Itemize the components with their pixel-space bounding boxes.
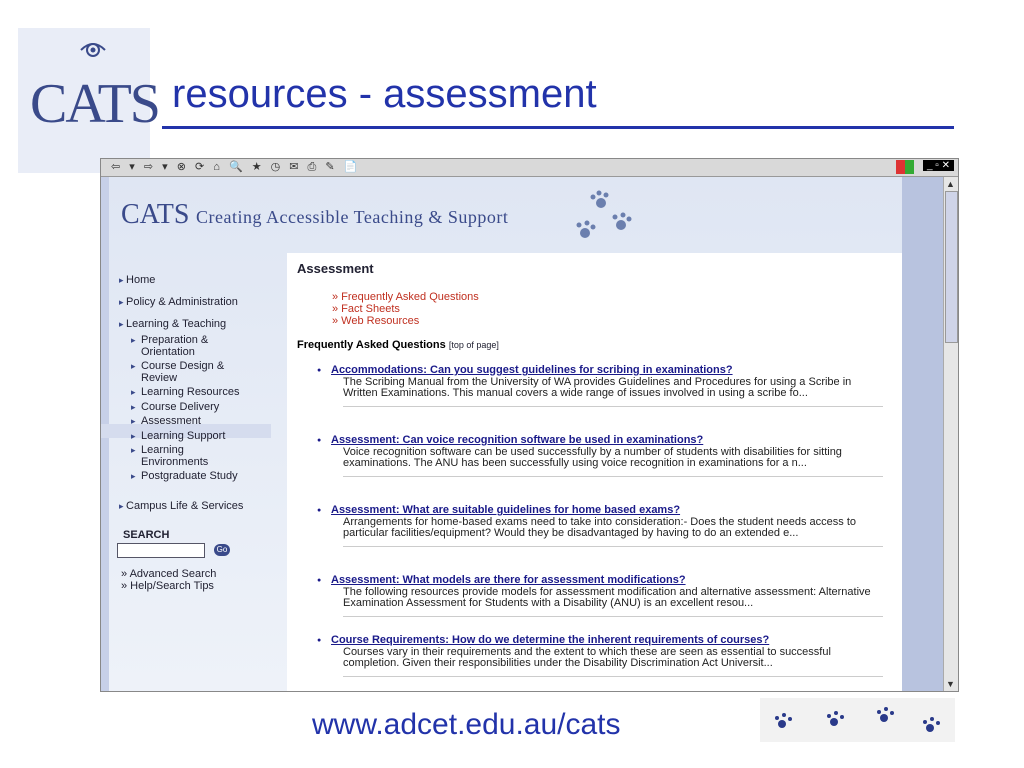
faq-divider xyxy=(343,476,883,477)
vertical-scrollbar[interactable] xyxy=(943,177,958,691)
toc-link-web-resources[interactable]: » Web Resources xyxy=(332,315,420,327)
faq-heading-text: Frequently Asked Questions xyxy=(297,339,446,351)
page-heading: Assessment xyxy=(297,261,374,276)
main-content xyxy=(287,253,902,691)
advanced-search-link[interactable]: » Advanced Search xyxy=(121,568,217,580)
site-logo[interactable]: CATS xyxy=(121,199,190,230)
search-go-button[interactable]: Go xyxy=(214,544,230,556)
paw-prints-icon xyxy=(571,189,651,249)
faq-divider xyxy=(343,546,883,547)
browser-toolbar xyxy=(101,159,958,177)
nav-sub-postgraduate[interactable]: ▸ Postgraduate Study xyxy=(141,470,261,482)
faq-item xyxy=(317,575,883,617)
faq-question-link[interactable]: ● Assessment: What models are there for assessment modifications? xyxy=(317,575,883,587)
faq-divider xyxy=(343,616,883,617)
nav-sub-learning-support[interactable]: ▸ Learning Support xyxy=(141,430,261,442)
faq-item xyxy=(317,505,883,547)
window-controls[interactable]: _ ▫ ✕ xyxy=(923,160,954,171)
toolbar-icons[interactable]: ⇦ ▾ ⇨ ▾ ⊗ ⟳ ⌂ 🔍 ★ ◷ ✉ ⎙ ✎ 📄 xyxy=(111,161,361,173)
faq-answer: The Scribing Manual from the University of WA provides Guidelines and Procedures for using a Scribe in Written Examinations. This manual covers a wide range of issues involved in using a scribe fo... xyxy=(343,375,852,399)
search-input[interactable] xyxy=(117,543,205,558)
faq-answer: Arrangements for home-based exams need to take into consideration:- Does the student needs access to particular facilities/equipment? Would they be disadvantaged by having to do an extended e... xyxy=(343,515,857,539)
site-url: www.adcet.edu.au/cats xyxy=(312,708,621,741)
toc-link-faq[interactable]: » Frequently Asked Questions xyxy=(332,291,479,303)
browser-window xyxy=(100,158,959,692)
slide-logo: CATS xyxy=(30,73,159,135)
faq-answer: Voice recognition software can be used successfully by a number of students with disabilities for sitting examinations. The ANU has been successfully using voice recognition in examinations for a n... xyxy=(343,445,842,469)
top-of-page-link[interactable]: [top of page] xyxy=(448,340,499,350)
faq-question-link[interactable]: ● Assessment: What are suitable guidelines for home based exams? xyxy=(317,505,883,517)
site-right-border xyxy=(902,177,943,691)
windows-flag-icon xyxy=(896,160,914,174)
search-label: SEARCH xyxy=(123,529,170,541)
site-tagline: Creating Accessible Teaching & Support xyxy=(196,207,509,227)
scroll-thumb[interactable] xyxy=(945,191,958,343)
faq-question-link[interactable]: ● Accommodations: Can you suggest guidelines for scribing in examinations? xyxy=(317,365,883,377)
eye-icon xyxy=(80,38,106,58)
nav-sub-course-delivery[interactable]: ▸ Course Delivery xyxy=(141,401,261,413)
faq-item xyxy=(317,435,883,477)
nav-sub-preparation[interactable]: ▸ Preparation & Orientation xyxy=(141,334,261,358)
nav-sub-learning-environments[interactable]: ▸ Learning Environments xyxy=(141,444,221,468)
faq-question-link[interactable]: ● Assessment: Can voice recognition software be used in examinations? xyxy=(317,435,883,447)
toc-link-fact-sheets[interactable]: » Fact Sheets xyxy=(332,303,400,315)
scroll-up-arrow-icon[interactable]: ▲ xyxy=(946,179,955,189)
faq-answer: The following resources provide models for assessment modification and alternative assessment: Alternative Examination Assessment for Students with a Disability (ANU) is an excellent resou... xyxy=(343,585,871,609)
faq-answer: Courses vary in their requirements and the extent to which these are seen as essential to successful completion. Given their responsibilities under the Disability Discrimination Act Universit... xyxy=(343,645,831,669)
faq-item xyxy=(317,365,883,407)
nav-sub-learning-resources[interactable]: ▸ Learning Resources xyxy=(141,386,261,398)
nav-sub-course-design[interactable]: ▸ Course Design & Review xyxy=(141,360,261,384)
title-underline xyxy=(162,126,954,129)
search-tips-link[interactable]: » Help/Search Tips xyxy=(121,580,214,592)
faq-heading xyxy=(297,339,499,351)
nav-learning-teaching[interactable]: ▸ Learning & Teaching xyxy=(119,318,226,330)
nav-home[interactable]: ▸ Home xyxy=(119,274,155,286)
table-of-contents xyxy=(332,291,479,327)
faq-divider xyxy=(343,676,883,677)
faq-question-link[interactable]: ● Course Requirements: How do we determine the inherent requirements of courses? xyxy=(317,635,883,647)
footer-paw-prints-icon xyxy=(760,698,955,742)
nav-campus-life[interactable]: ▸ Campus Life & Services xyxy=(119,500,243,512)
faq-divider xyxy=(343,406,883,407)
scroll-down-arrow-icon[interactable]: ▼ xyxy=(946,679,955,689)
faq-item xyxy=(317,635,883,677)
slide-title: resources - assessment xyxy=(172,72,597,116)
nav-sub-assessment[interactable]: ▸ Assessment xyxy=(141,415,261,427)
nav-policy[interactable]: ▸ Policy & Administration xyxy=(119,296,238,308)
